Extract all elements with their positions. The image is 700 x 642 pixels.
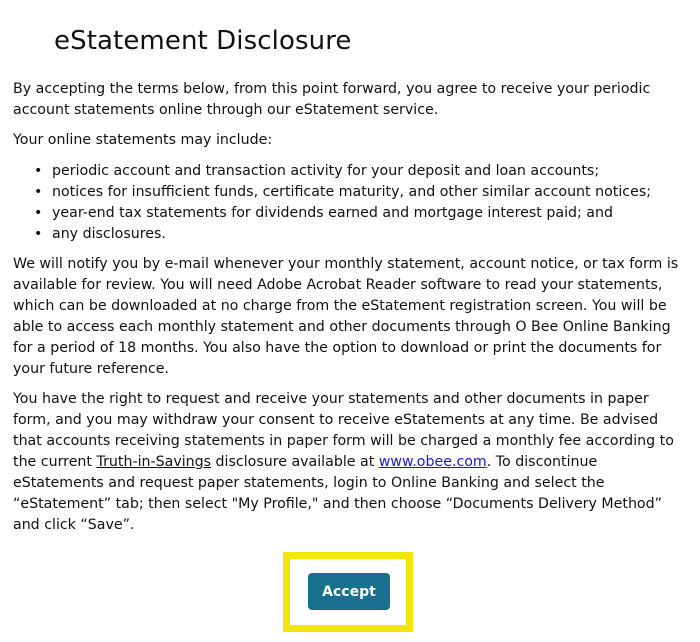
disclosure-body — [13, 79, 688, 536]
rights-text-part-1: You have the right to request and receive your statements and other documents in paper form, and you may withdraw your consent to receive eStatements at any time. Be advised that accounts receiving statements in paper form will be charged a monthly fee according to the current — [13, 391, 674, 470]
rights-paragraph — [13, 389, 688, 536]
obee-website-link[interactable]: www.obee.com — [378, 454, 487, 470]
list-item — [34, 224, 688, 245]
intro-paragraph: By accepting the terms below, from this point forward, you agree to receive your periodic account statements online through our eStatement service. — [13, 81, 651, 118]
truth-in-savings-link[interactable]: Truth-in-Savings — [96, 454, 212, 470]
rights-text-part-2: disclosure available at — [211, 454, 379, 470]
list-item-text: year-end tax statements for dividends earned and mortgage interest paid; and — [52, 205, 613, 221]
list-item — [34, 161, 688, 182]
rights-text-part-3: . To discontinue eStatements and request paper statements, login to Online Banking and select the “eStatement” tab; then select "My Profile," and then choose “Documents Delivery Method” and click “Save”. — [13, 454, 662, 533]
accept-button[interactable]: Accept — [308, 573, 390, 610]
statement-contents-list — [13, 161, 688, 245]
bullet-icon: • — [34, 184, 43, 200]
list-item — [34, 203, 688, 224]
notification-paragraph: We will notify you by e-mail whenever your monthly statement, account notice, or tax form is available for review. You will need Adobe Acrobat Reader software to read your statements, which can be downloaded at no charge from the eStatement registration screen. You will be able to access each monthly statement and other documents through O Bee Online Banking for a period of 18 months. You also have the option to download or print the documents for your future reference. — [13, 256, 679, 377]
page-title: eStatement Disclosure — [54, 26, 352, 56]
list-intro: Your online statements may include: — [13, 132, 273, 148]
bullet-icon: • — [34, 205, 43, 221]
list-item — [34, 182, 688, 203]
bullet-icon: • — [34, 163, 43, 179]
bullet-icon: • — [34, 226, 43, 242]
list-item-text: periodic account and transaction activity for your deposit and loan accounts; — [52, 163, 600, 179]
list-item-text: notices for insufficient funds, certificate maturity, and other similar account notices; — [52, 184, 651, 200]
accept-highlight — [283, 552, 413, 632]
list-item-text: any disclosures. — [52, 226, 166, 242]
